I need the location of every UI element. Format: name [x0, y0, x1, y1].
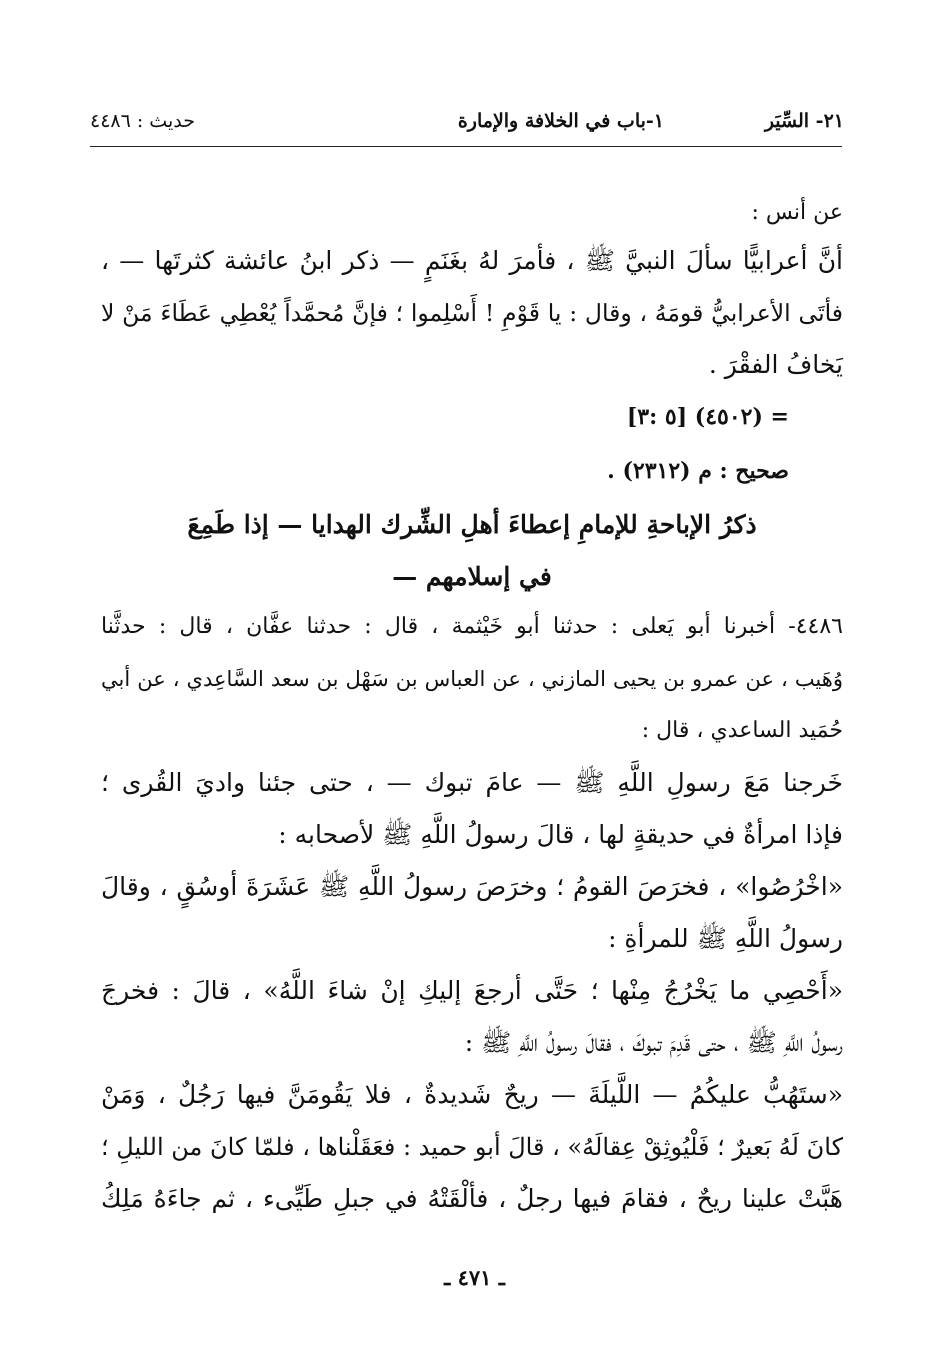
text-line: خَرجنا مَعَ رسولِ اللَّهِ ﷺ — عامَ تبوك — ، حتى جئنا واديَ القُرى ؛ [101, 768, 843, 797]
text-line: أنَّ أعرابيًّا سألَ النبيَّ ﷺ ، فأمرَ لهُ بغَنَمٍ — ذكر ابنُ عائشة كثرتَها — ، [101, 246, 843, 275]
text-line: فأتَى الأعرابيُّ قومَهُ ، وقال : يا قَوْمِ ! أَسْلِموا ؛ فإنَّ مُحمَّداً يُعْطِي عَطَاءَ مَنْ لا [101, 299, 843, 327]
text-line: رسولُ اللَّهِ ﷺ للمرأةِ : [608, 924, 843, 953]
text-line: هَبَّتْ علينا ريحٌ ، فقامَ فيها رجلٌ ، فألْقَتْهُ في جبلِ طَيِّىء ، ثم جاءَهُ مَلِكُ [101, 1184, 843, 1213]
chapter-heading-line: في إسلامهم — [392, 562, 552, 591]
section-title: ١-باب في الخلافة والإمارة [457, 110, 664, 132]
text-line: كانَ لَهُ بَعيرٌ ؛ فَلْيُوثِقْ عِقالَهُ» ، قالَ أبو حميد : فعَقَلْناها ، فلمّا كانَ من الليلِ ؛ [101, 1133, 843, 1161]
text-line: «أَحْصِي ما يَخْرُجُ مِنْها ؛ حَتَّى أرجعَ إليكِ إنْ شاءَ اللَّهُ» ، قالَ : فخرجَ [101, 976, 843, 1005]
isnad-line: حُمَيد الساعدي ، قال : [641, 718, 843, 743]
text-line: يَخافُ الفقْرَ . [708, 350, 843, 379]
isnad-line: ٤٤٨٦- أخبرنا أبو يَعلى : حدثنا أبو خَيْثمة ، قال : حدثنا عفَّان ، قال : حدثَّنا [101, 614, 843, 639]
text-line: رسولُ اللَّهِ ﷺ ، حتى قَدِمَ تبوكَ ، فقالَ رسولُ اللَّهِ ﷺ : [464, 1028, 843, 1057]
narrator-line: عن أنس : [751, 200, 843, 225]
chapter-title: ٢١- السِّيَر [764, 110, 844, 132]
text-line: «ستَهُبُّ عليكُمُ — اللَّيلَةَ — ريحٌ شَديدةٌ ، فلا يَقُومَنَّ فيها رَجُلٌ ، وَمَنْ [101, 1080, 843, 1109]
header-divider [90, 146, 842, 147]
isnad-line: وُهَيب ، عن عمرو بن يحيى المازني ، عن العباس بن سَهْل بن سعد السَّاعِدي ، عن أبي [101, 667, 843, 691]
text-line: «اخْرُصُوا» ، فخرَصَ القومُ ؛ وخرَصَ رسولُ اللَّهِ ﷺ عَشَرَةَ أوسُقٍ ، وقالَ [101, 872, 843, 901]
hadith-reference: حديث : ٤٤٨٦ [90, 110, 195, 132]
chapter-heading-line: ذكرُ الإباحةِ للإمامِ إعطاءَ أهلِ الشِّرك الهدايا — إذا طَمِعَ [187, 510, 757, 539]
page-number: ـ ٤٧١ ـ [444, 1265, 505, 1290]
grading-line: صحيح : م (٢٣١٢) . [607, 458, 789, 484]
cross-reference: = (٤٥٠٢) [٥ :٣] [626, 404, 789, 430]
text-line: فإذا امرأةٌ في حديقةٍ لها ، قالَ رسولُ اللَّهِ ﷺ لأصحابه : [278, 820, 843, 849]
